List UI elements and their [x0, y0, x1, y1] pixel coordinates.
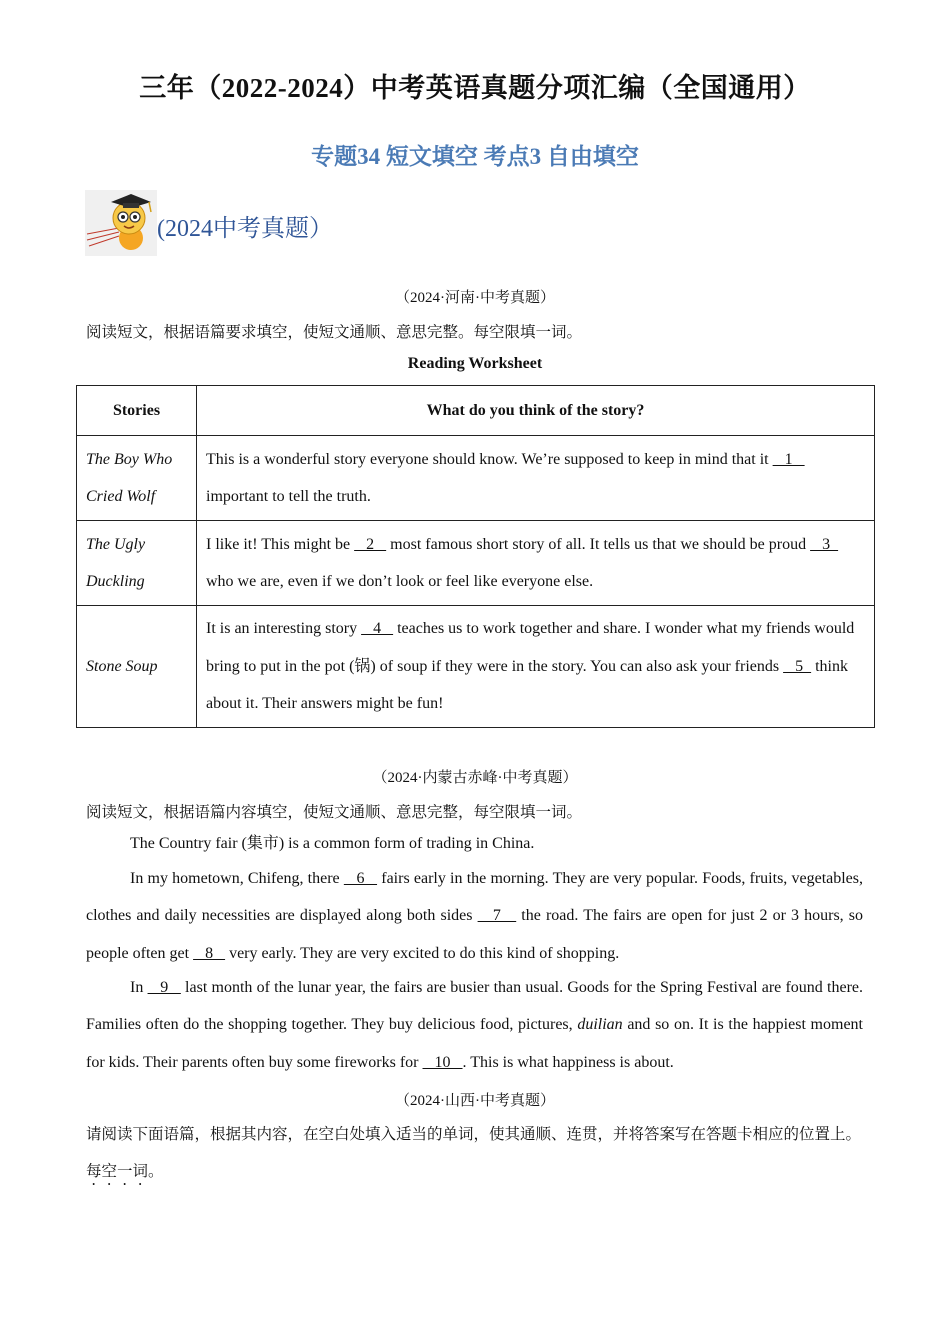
passage-paragraph-3: In 9 last month of the lunar year, the fairs are busier than usual. Goods for the Spring Festival are found there. Families often do the shopping together. They buy delicious food, pictures, duilian and so on. It is the happiest moment for kids. Their parents often buy some fireworks for 10 . This is what happiness is about. — [86, 979, 863, 1071]
story-title: The Ugly Duckling — [77, 521, 197, 606]
table-row — [77, 606, 875, 728]
blank-10[interactable]: 10 — [422, 1053, 463, 1071]
blank-3[interactable]: 3 — [810, 535, 839, 553]
story-comment: This is a wonderful story everyone should know. We’re supposed to keep in mind that it 1 important to tell the truth. — [197, 436, 875, 521]
blank-8[interactable]: 8 — [193, 944, 226, 962]
year-section-header — [85, 190, 333, 256]
blank-4[interactable]: 4 — [361, 620, 394, 638]
story-title: The Boy Who Cried Wolf — [77, 436, 197, 521]
story-comment: It is an interesting story 4 teaches us to work together and share. I wonder what my friends would bring to put in the pot (锅) of soup if they were in the story. You can also ask your friends 5 think about it. Their answers might be fun! — [197, 606, 875, 728]
topic-subtitle: 专题34 短文填空 考点3 自由填空 — [311, 144, 639, 169]
blank-5[interactable]: 5 — [783, 657, 812, 675]
year-heading: (2024中考真题） — [157, 215, 333, 242]
worksheet-title: Reading Worksheet — [407, 355, 543, 372]
graduate-mascot-icon — [85, 190, 157, 256]
document-title: 三年（2022-2024）中考英语真题分项汇编（全国通用） — [139, 73, 811, 103]
header-stories: Stories — [77, 386, 197, 436]
table-header-row — [77, 386, 875, 436]
story-title: Stone Soup — [77, 606, 197, 728]
passage-paragraph-2: In my hometown, Chifeng, there 6 fairs early in the morning. They are very popular. Foods, fruits, vegetables, clothes and daily necessities are displayed along both sides 7 the road. The fairs are open for just 2 or 3 hours, so people often get 8 very early. They are very excited to do this kind of shopping. — [86, 870, 864, 962]
passage-paragraph-1: The Country fair (集市) is a common form of trading in China. — [130, 835, 535, 852]
story-comment: I like it! This might be 2 most famous short story of all. It tells us that we should be proud 3 who we are, even if we don’t look or feel like everyone else. — [197, 521, 875, 606]
table-row — [77, 436, 875, 521]
blank-9[interactable]: 9 — [147, 979, 181, 996]
header-question: What do you think of the story? — [197, 386, 875, 436]
question-source-shanxi: （2024·山西·中考真题） — [395, 1093, 555, 1109]
question-source-henan: （2024·河南·中考真题） — [395, 290, 555, 306]
reading-worksheet-table — [76, 385, 875, 728]
table-row — [77, 521, 875, 606]
question-instruction-shanxi: 请阅读下面语篇，根据其内容，在空白处填入适当的单词，使其通顺、连贯，并将答案写在答题卡相应的位置上。每空一词。 — [86, 1126, 862, 1180]
blank-1[interactable]: 1 — [772, 450, 805, 468]
blank-2[interactable]: 2 — [354, 535, 387, 553]
emphasized-text: 每空一词 — [86, 1163, 149, 1180]
question-source-chifeng: （2024·内蒙古赤峰·中考真题） — [372, 770, 578, 786]
question-instruction-chifeng: 阅读短文，根据语篇内容填空，使短文通顺、意思完整，每空限填一词。 — [86, 804, 583, 821]
blank-7[interactable]: 7 — [477, 907, 517, 925]
question-instruction-henan: 阅读短文，根据语篇要求填空，使短文通顺、意思完整。每空限填一词。 — [86, 324, 583, 341]
blank-6[interactable]: 6 — [343, 870, 378, 887]
